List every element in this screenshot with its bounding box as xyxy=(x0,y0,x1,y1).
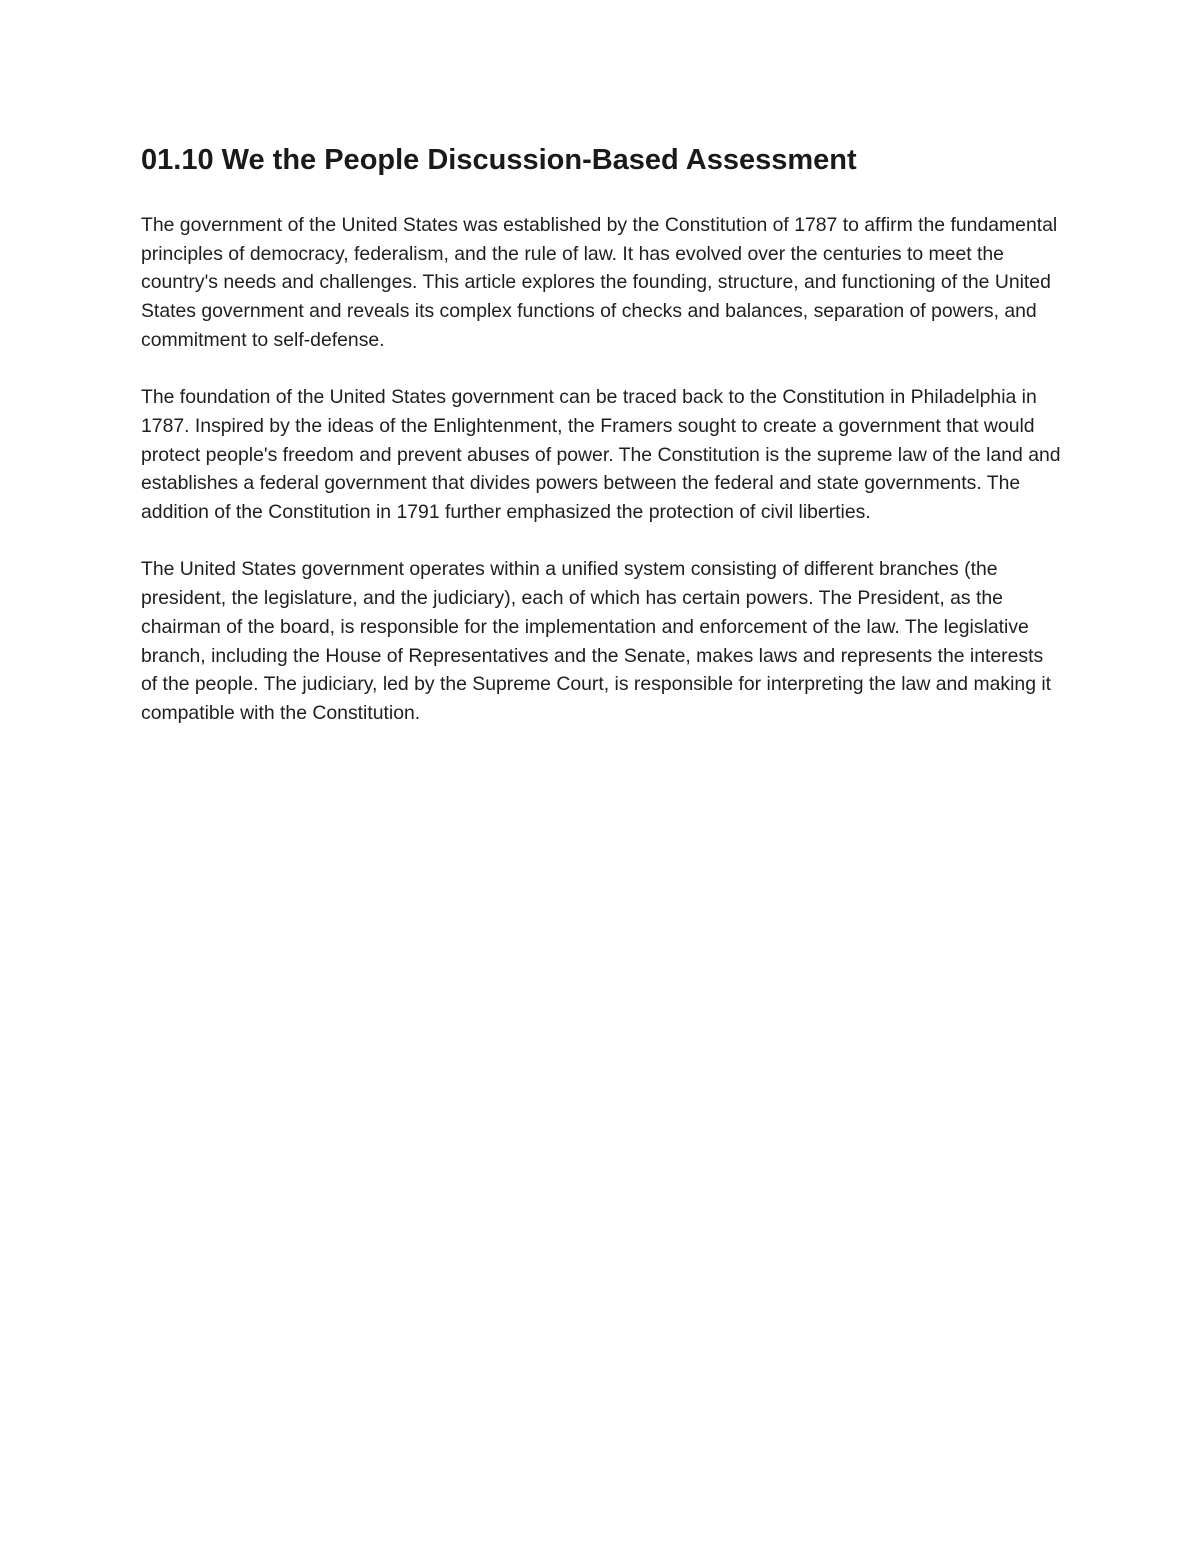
spacer xyxy=(141,527,1061,556)
document-body xyxy=(141,140,1061,728)
paragraph-founding-overview: The government of the United States was established by the Constitution of 1787 to afﬁrm the fundamental principles of democracy, federalism, and the rule of law. It has evolved over the centuries to meet the country's needs and challenges. This article explores the founding, structure, and functioning of the United States government and reveals its complex functions of checks and balances, separation of powers, and commitment to self-defense. xyxy=(141,214,1058,351)
spacer xyxy=(141,355,1061,384)
spacer xyxy=(141,180,1061,211)
paragraph-constitution-foundation: The foundation of the United States government can be traced back to the Constitution in Philadelphia in 1787. Inspired by the ideas of the Enlightenment, the Framers sought to create a government that would protect people's freedom and prevent abuses of power. The Constitution is the supreme law of the land and establishes a federal government that divides powers between the federal and state governments. The addition of the Constitution in 1791 further emphasized the protection of civil liberties. xyxy=(141,386,1061,524)
document-title: 01.10 We the People Discussion-Based Assessment xyxy=(141,144,857,176)
paragraph-branches-of-government: The United States government operates within a unified system consisting of different branches (the president, the legislature, and the judiciary), each of which has certain powers. The President, as the chairman of the board, is responsible for the implementation and enforcement of the law. The legislative branch, including the House of Representatives and the Senate, makes laws and represents the interests of the people. The judiciary, led by the Supreme Court, is responsible for interpreting the law and making it compatible with the Constitution. xyxy=(141,558,1052,724)
